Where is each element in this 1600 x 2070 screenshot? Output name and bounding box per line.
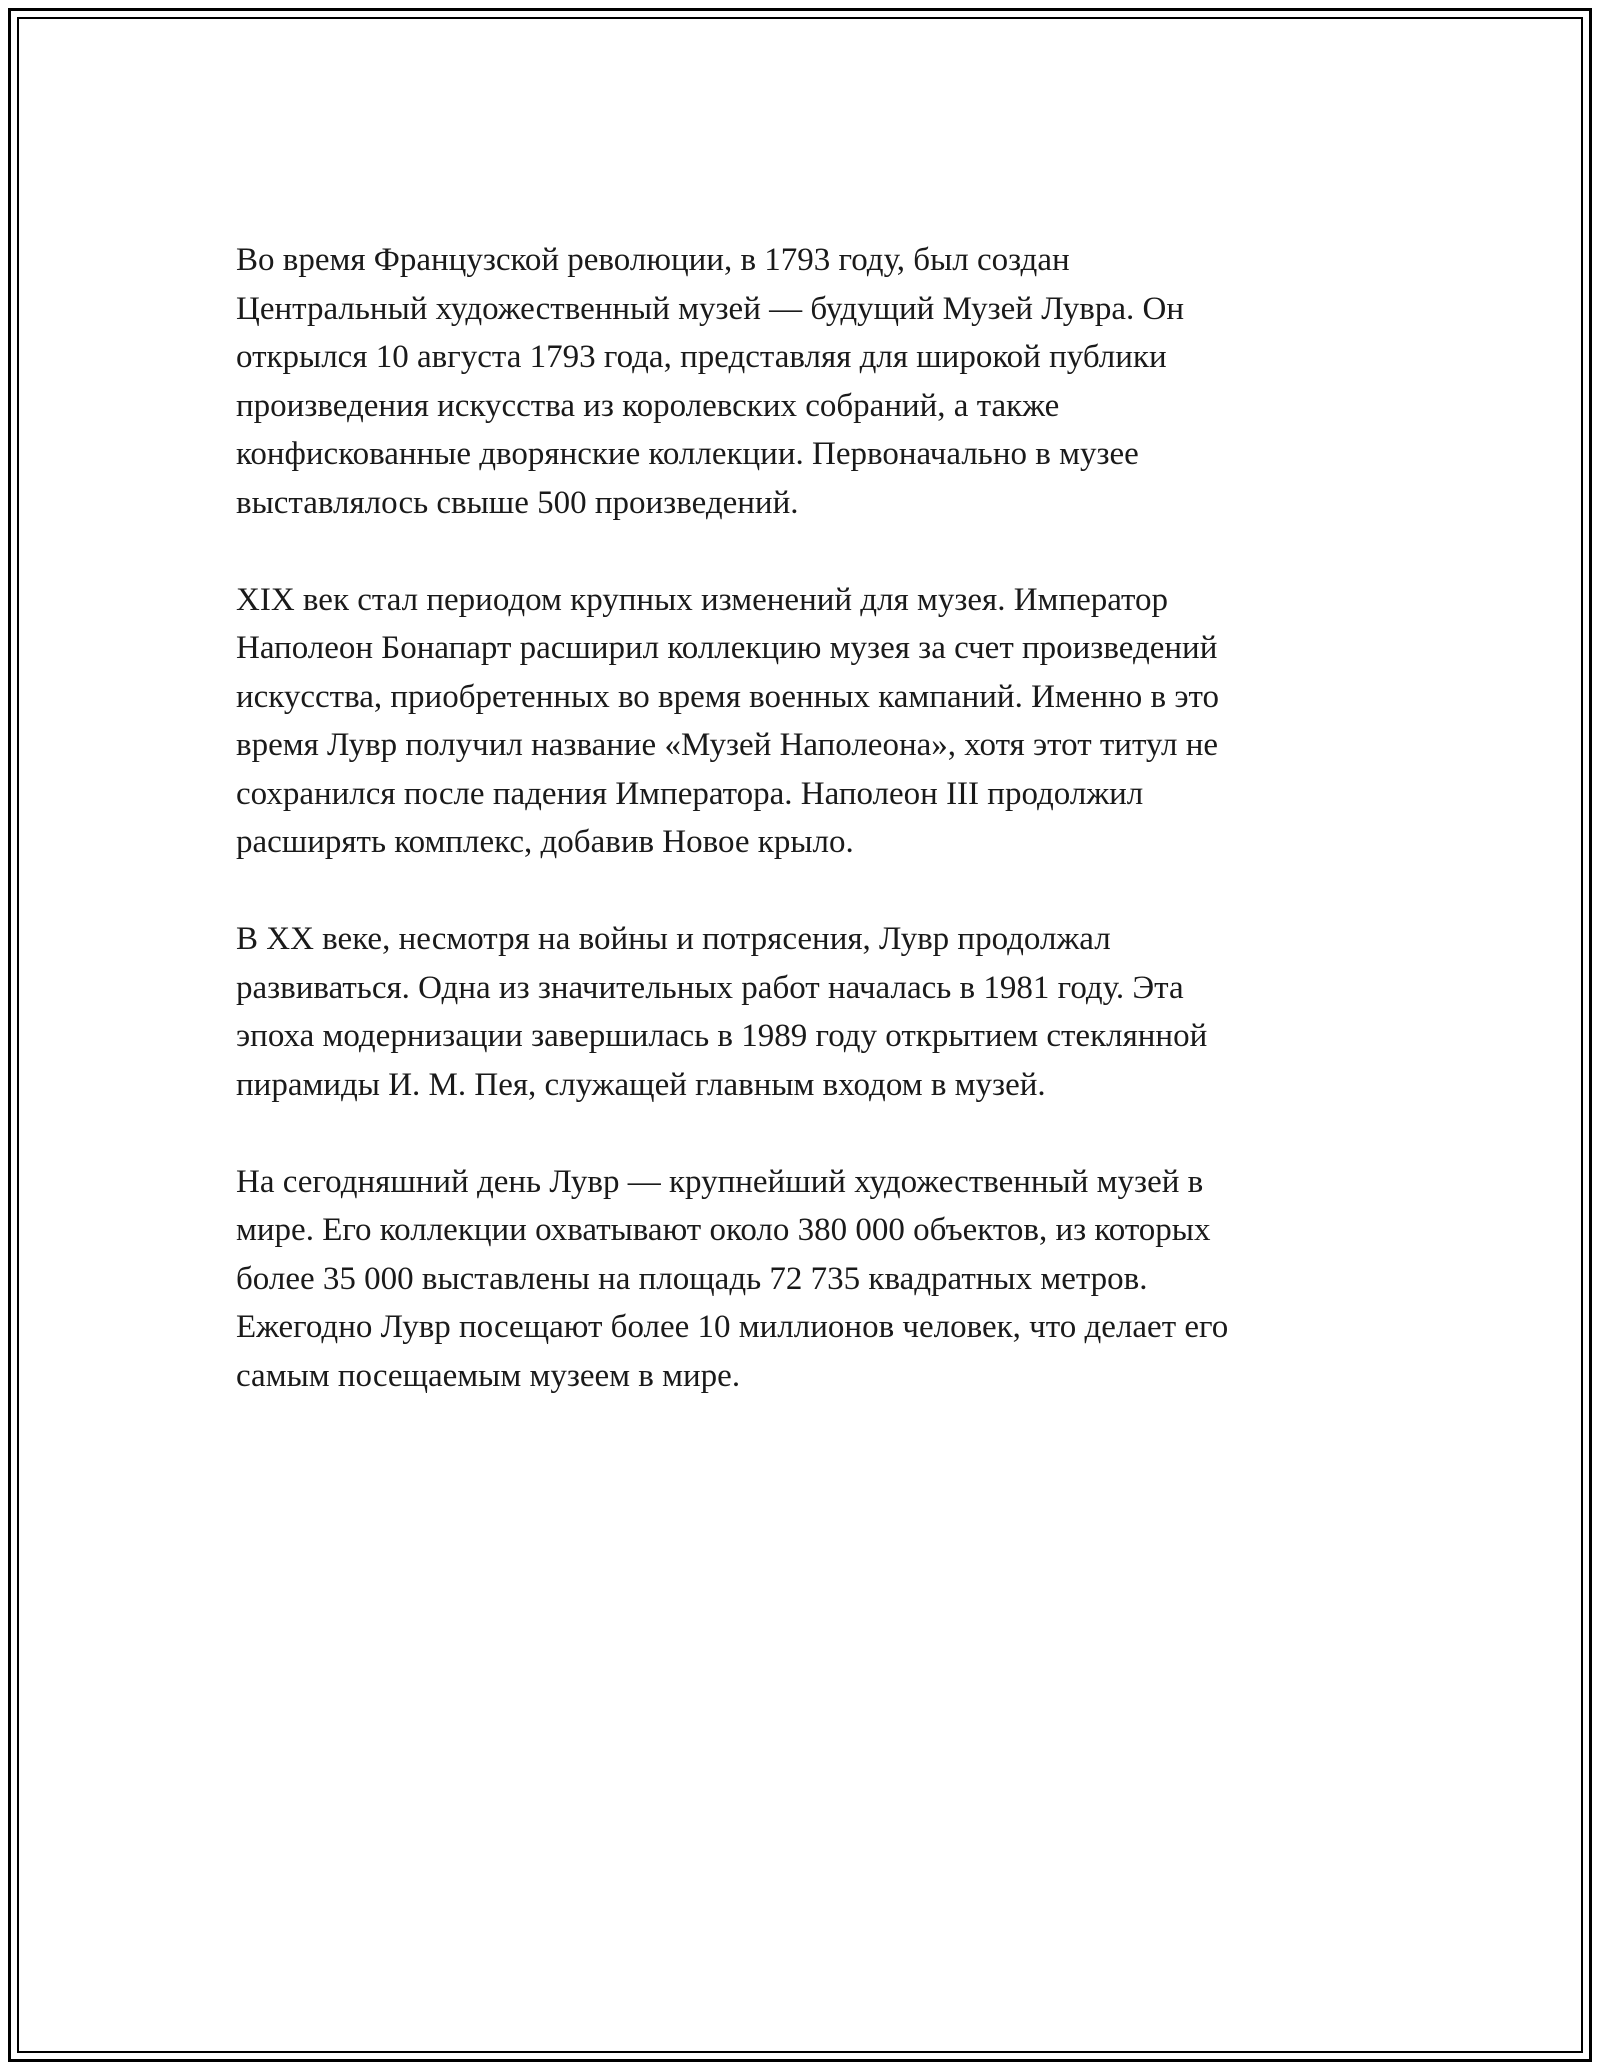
paragraph-2: XIX век стал периодом крупных изменений для музея. Император Наполеон Бонапарт расширил коллекцию музея за счет произведений искусства, приобретенных во время военных кампаний. Именно в это время Лувр получил название «Музей Наполеона», хотя этот титул не сохранился после падения Императора. Наполеон III продолжил расширять комплекс, добавив Новое крыло.	[236, 581, 1220, 860]
paragraph-4: На сегодняшний день Лувр — крупнейший художественный музей в мире. Его коллекции охватывают около 380 000 объектов, из которых более 35 000 выставлены на площадь 72 735 квадратных метров. Ежегодно Лувр посещают более 10 миллионов человек, что делает его самым посещаемым музеем в мире.	[236, 1163, 1229, 1394]
paragraph-3: В XX веке, несмотря на войны и потрясения, Лувр продолжал развиваться. Одна из значительных работ началась в 1981 году. Эта эпоха модернизации завершилась в 1989 году открытием стеклянной пирамиды И. М. Пея, служащей главным входом в музей.	[236, 921, 1208, 1103]
document-body	[236, 236, 1366, 1449]
paragraph-1: Во время Французской революции, в 1793 году, был создан Центральный художественный музей — будущий Музей Лувра. Он открылся 10 августа 1793 года, представляя для широкой публики произведения искусства из королевских собраний, а также конфискованные дворянские коллекции. Первоначально в музее выставлялось свыше 500 произведений.	[236, 242, 1184, 521]
